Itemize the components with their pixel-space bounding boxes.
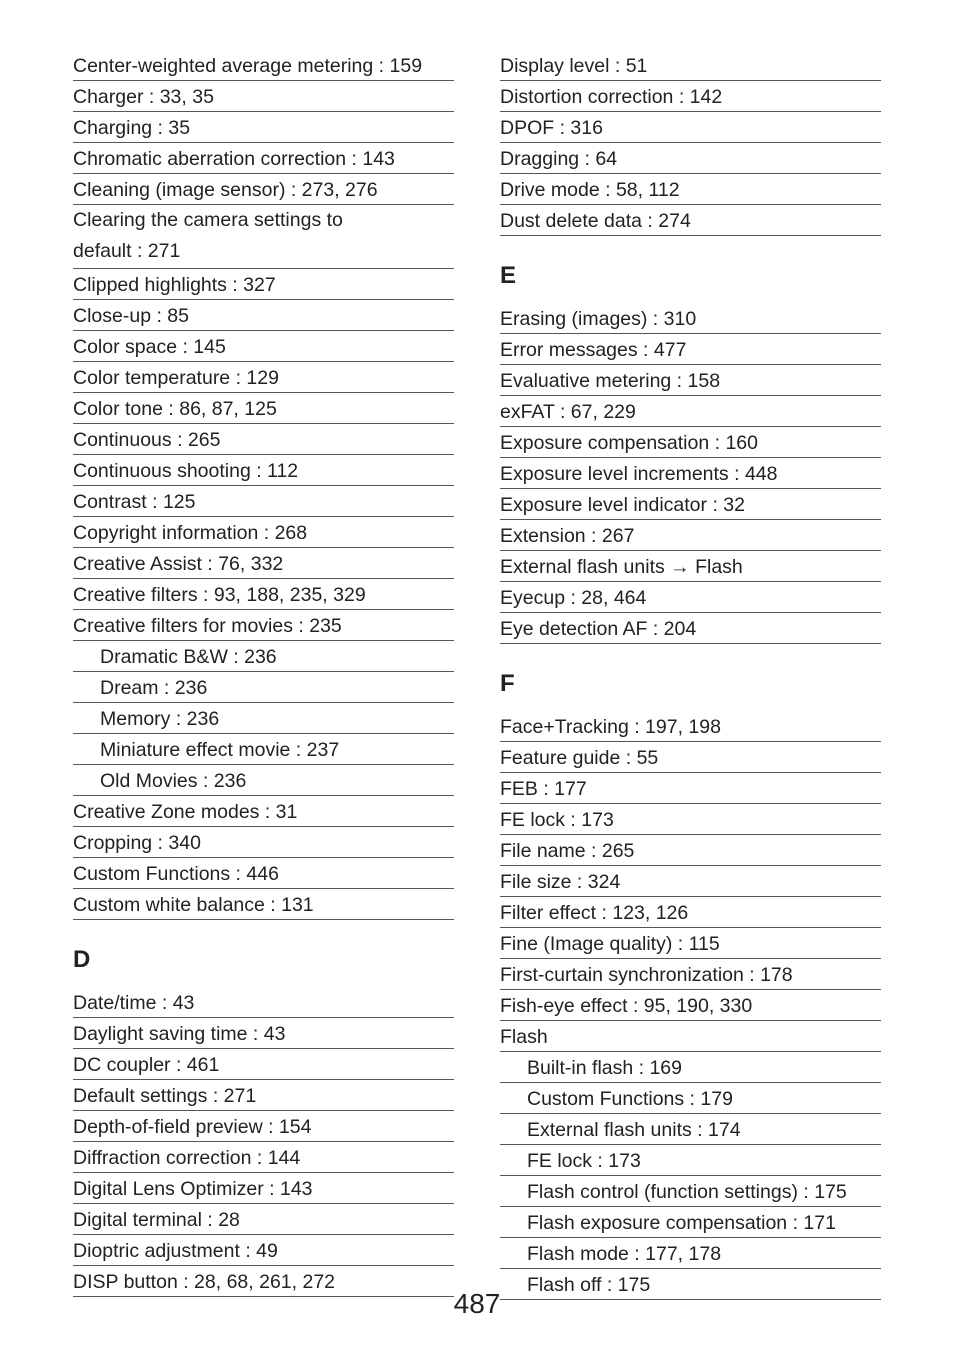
- index-entry-line: default : 271: [73, 239, 181, 262]
- index-subentry: FE lock : 173: [500, 1145, 881, 1176]
- index-entry: Cleaning (image sensor) : 273, 276: [73, 174, 454, 205]
- index-column-left: [73, 50, 454, 1297]
- index-entry: Creative filters for movies : 235: [73, 610, 454, 641]
- index-entry: Flash: [500, 1021, 881, 1052]
- index-entry: DPOF : 316: [500, 112, 881, 143]
- index-entry: Display level : 51: [500, 50, 881, 81]
- index-entry: Depth-of-field preview : 154: [73, 1111, 454, 1142]
- index-entry: Fine (Image quality) : 115: [500, 928, 881, 959]
- index-entry: FEB : 177: [500, 773, 881, 804]
- index-entry: DISP button : 28, 68, 261, 272: [73, 1266, 454, 1297]
- index-entry: Diffraction correction : 144: [73, 1142, 454, 1173]
- index-entry: Contrast : 125: [73, 486, 454, 517]
- index-entry: Clipped highlights : 327: [73, 269, 454, 300]
- index-entry: Exposure compensation : 160: [500, 427, 881, 458]
- index-subentry: Memory : 236: [73, 703, 454, 734]
- index-entry-line: Clearing the camera settings to: [73, 209, 343, 231]
- index-entry: Continuous shooting : 112: [73, 455, 454, 486]
- index-subentry: Built-in flash : 169: [500, 1052, 881, 1083]
- index-entry: Exposure level indicator : 32: [500, 489, 881, 520]
- section-heading-d: D: [73, 946, 91, 973]
- index-subentry: Flash control (function settings) : 175: [500, 1176, 881, 1207]
- index-entry: Digital terminal : 28: [73, 1204, 454, 1235]
- index-entry: exFAT : 67, 229: [500, 396, 881, 427]
- index-entry: Fish-eye effect : 95, 190, 330: [500, 990, 881, 1021]
- index-entry: Continuous : 265: [73, 424, 454, 455]
- index-entry: Eyecup : 28, 464: [500, 582, 881, 613]
- section-heading-f: F: [500, 670, 515, 697]
- index-entry: FE lock : 173: [500, 804, 881, 835]
- index-entry: File size : 324: [500, 866, 881, 897]
- index-entry: Color tone : 86, 87, 125: [73, 393, 454, 424]
- index-entry: Erasing (images) : 310: [500, 303, 881, 334]
- index-column-right: [500, 50, 881, 1300]
- index-entry: Face+Tracking : 197, 198: [500, 711, 881, 742]
- index-entry: Dragging : 64: [500, 143, 881, 174]
- index-entry: Filter effect : 123, 126: [500, 897, 881, 928]
- index-entry: Color temperature : 129: [73, 362, 454, 393]
- index-entry: Creative Assist : 76, 332: [73, 548, 454, 579]
- index-entry-multiline: [73, 205, 454, 269]
- index-entry: Digital Lens Optimizer : 143: [73, 1173, 454, 1204]
- index-entry: Color space : 145: [73, 331, 454, 362]
- index-entry: Close-up : 85: [73, 300, 454, 331]
- index-entry: Drive mode : 58, 112: [500, 174, 881, 205]
- index-entry: Extension : 267: [500, 520, 881, 551]
- index-entry: Copyright information : 268: [73, 517, 454, 548]
- index-entry: Error messages : 477: [500, 334, 881, 365]
- index-entry: Creative filters : 93, 188, 235, 329: [73, 579, 454, 610]
- index-subentry: Dramatic B&W : 236: [73, 641, 454, 672]
- index-entry: Date/time : 43: [73, 987, 454, 1018]
- page-number: 487: [453, 1288, 501, 1319]
- index-entry: Evaluative metering : 158: [500, 365, 881, 396]
- index-entry: Eye detection AF : 204: [500, 613, 881, 644]
- index-entry: DC coupler : 461: [73, 1049, 454, 1080]
- index-entry: Distortion correction : 142: [500, 81, 881, 112]
- index-subentry: External flash units : 174: [500, 1114, 881, 1145]
- index-subentry: Old Movies : 236: [73, 765, 454, 796]
- index-subentry: Flash mode : 177, 178: [500, 1238, 881, 1269]
- index-entry: Chromatic aberration correction : 143: [73, 143, 454, 174]
- index-entry: Center-weighted average metering : 159: [73, 50, 454, 81]
- index-entry: Daylight saving time : 43: [73, 1018, 454, 1049]
- index-subentry: Custom Functions : 179: [500, 1083, 881, 1114]
- index-entry: External flash units → Flash: [500, 551, 881, 582]
- index-entry: First-curtain synchronization : 178: [500, 959, 881, 990]
- index-subentry: Dream : 236: [73, 672, 454, 703]
- index-subentry: Miniature effect movie : 237: [73, 734, 454, 765]
- index-entry: Exposure level increments : 448: [500, 458, 881, 489]
- index-entry: Custom Functions : 446: [73, 858, 454, 889]
- index-entry: Charger : 33, 35: [73, 81, 454, 112]
- index-entry: Cropping : 340: [73, 827, 454, 858]
- index-entry: Default settings : 271: [73, 1080, 454, 1111]
- index-entry: File name : 265: [500, 835, 881, 866]
- index-entry: Creative Zone modes : 31: [73, 796, 454, 827]
- index-subentry: Flash exposure compensation : 171: [500, 1207, 881, 1238]
- index-entry: Charging : 35: [73, 112, 454, 143]
- index-entry: Dust delete data : 274: [500, 205, 881, 236]
- index-entry: Feature guide : 55: [500, 742, 881, 773]
- index-subentry: Flash off : 175: [500, 1269, 881, 1300]
- section-heading-e: E: [500, 262, 517, 289]
- index-entry: Dioptric adjustment : 49: [73, 1235, 454, 1266]
- index-entry: Custom white balance : 131: [73, 889, 454, 920]
